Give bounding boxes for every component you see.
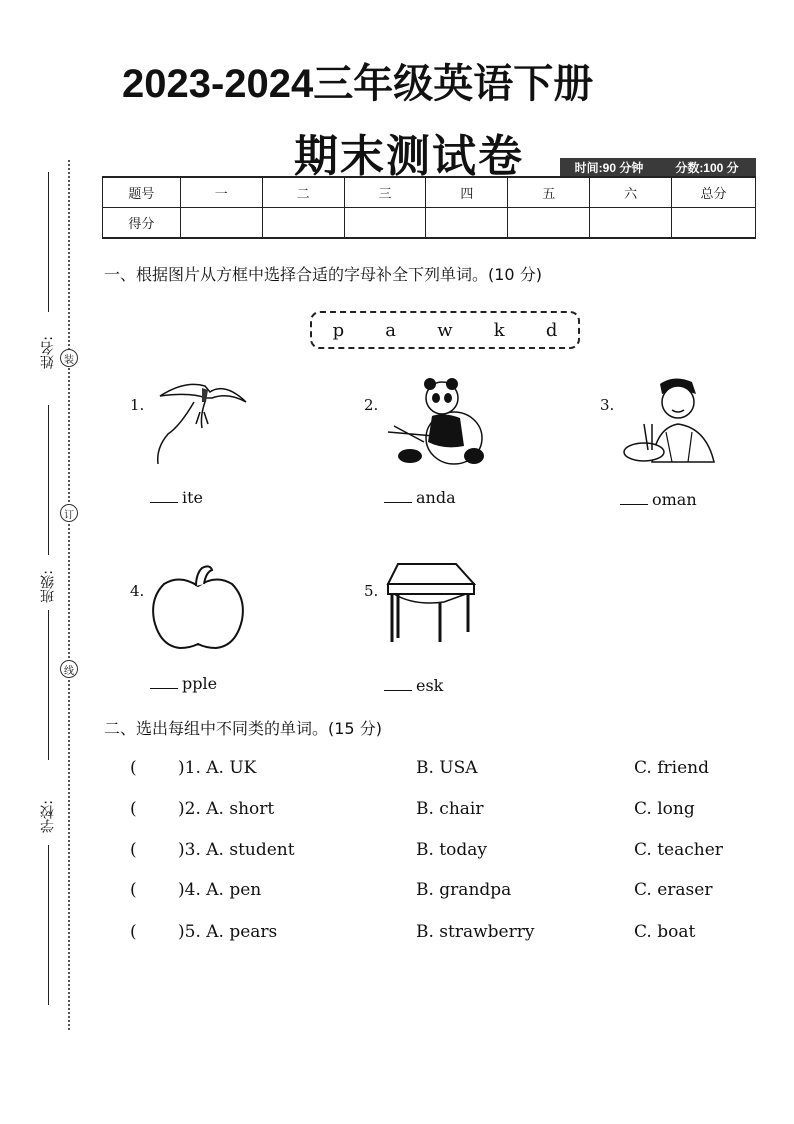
q5-option-a: )5. A. pears (178, 922, 278, 942)
q2-option-a: )2. A. short (178, 799, 275, 819)
word-1 (150, 488, 203, 507)
letter-box (310, 311, 580, 349)
seal-mark-zhuang: 装 (60, 349, 78, 367)
answer-blank[interactable] (384, 690, 412, 691)
item-number: 5. (364, 582, 379, 600)
word-text: esk (416, 676, 444, 695)
time-limit: 时间:90 分钟 (574, 160, 644, 175)
word-2 (384, 488, 456, 507)
q3-paren[interactable]: ( (130, 840, 137, 860)
letter-option: p (332, 319, 345, 341)
table-cell: 三 (344, 177, 426, 208)
q3-option-c: C. teacher (634, 840, 723, 860)
table-cell: 四 (426, 177, 508, 208)
q2-option-c: C. long (634, 799, 695, 819)
kite-icon (150, 376, 250, 468)
letter-option: a (385, 319, 397, 341)
score-input-cell[interactable] (590, 208, 672, 239)
section2-heading: 二、选出每组中不同类的单词。(15 分) (104, 719, 382, 738)
q5-option-c: C. boat (634, 922, 696, 942)
binding-dotted-line (68, 160, 70, 1030)
score-input-cell[interactable] (508, 208, 590, 239)
score-table-header-row (103, 177, 756, 208)
item-number: 3. (600, 396, 615, 414)
desk-icon (384, 560, 478, 644)
letter-option: w (437, 319, 453, 341)
score-input-cell[interactable] (344, 208, 426, 239)
name-underline (48, 172, 49, 312)
word-3 (620, 490, 697, 509)
q1-option-c: C. friend (634, 758, 709, 778)
q4-option-b: B. grandpa (416, 880, 512, 900)
answer-blank[interactable] (620, 504, 648, 505)
letter-option: d (545, 319, 558, 341)
q1-paren[interactable]: ( (130, 758, 137, 778)
answer-blank[interactable] (384, 502, 412, 503)
q4-paren[interactable]: ( (130, 880, 137, 900)
time-score-bar (560, 158, 756, 176)
q5-option-b: B. strawberry (416, 922, 535, 942)
seal-mark-ding: 订 (60, 504, 78, 522)
word-text: anda (416, 488, 456, 507)
woman-icon (622, 374, 720, 468)
seal-mark-xian: 线 (60, 660, 78, 678)
q4-option-c: C. eraser (634, 880, 713, 900)
q1-option-a: )1. A. UK (178, 758, 257, 778)
name-label: 姓名: (40, 336, 56, 369)
answer-blank[interactable] (150, 688, 178, 689)
word-text: oman (652, 490, 697, 509)
score-input-cell[interactable] (672, 208, 756, 239)
score-table-score-row (103, 208, 756, 239)
q1-option-b: B. USA (416, 758, 478, 778)
item-number: 4. (130, 582, 145, 600)
table-cell: 六 (590, 177, 672, 208)
class-label: 班级: (40, 570, 56, 603)
score-input-cell[interactable] (180, 208, 262, 239)
table-cell: 一 (180, 177, 262, 208)
score-table (102, 176, 756, 239)
item-number: 2. (364, 396, 379, 414)
table-cell: 得分 (103, 208, 181, 239)
school-underline (48, 845, 49, 1005)
word-4 (150, 674, 217, 693)
total-score: 分数:100 分 (675, 160, 739, 175)
title-line-2: 期末测试卷 (294, 132, 524, 181)
word-5 (384, 676, 443, 695)
q3-option-b: B. today (416, 840, 487, 860)
apple-icon (150, 562, 246, 654)
section1-heading: 一、根据图片从方框中选择合适的字母补全下列单词。(10 分) (104, 265, 542, 284)
word-text: ite (182, 488, 204, 507)
score-input-cell[interactable] (262, 208, 344, 239)
q3-option-a: )3. A. student (178, 840, 295, 860)
item-number: 1. (130, 396, 145, 414)
table-cell: 五 (508, 177, 590, 208)
class-underline-2 (48, 610, 49, 760)
word-text: pple (182, 674, 218, 693)
table-cell: 二 (262, 177, 344, 208)
score-input-cell[interactable] (426, 208, 508, 239)
q5-paren[interactable]: ( (130, 922, 137, 942)
class-underline (48, 405, 49, 555)
title-line-1: 2023-2024三年级英语下册 (122, 62, 594, 106)
answer-blank[interactable] (150, 502, 178, 503)
q4-option-a: )4. A. pen (178, 880, 262, 900)
panda-icon (384, 376, 488, 468)
table-cell: 题号 (103, 177, 181, 208)
letter-option: k (493, 319, 505, 341)
table-cell: 总分 (672, 177, 756, 208)
school-label: 学校: (40, 800, 56, 833)
q2-paren[interactable]: ( (130, 799, 137, 819)
q2-option-b: B. chair (416, 799, 484, 819)
